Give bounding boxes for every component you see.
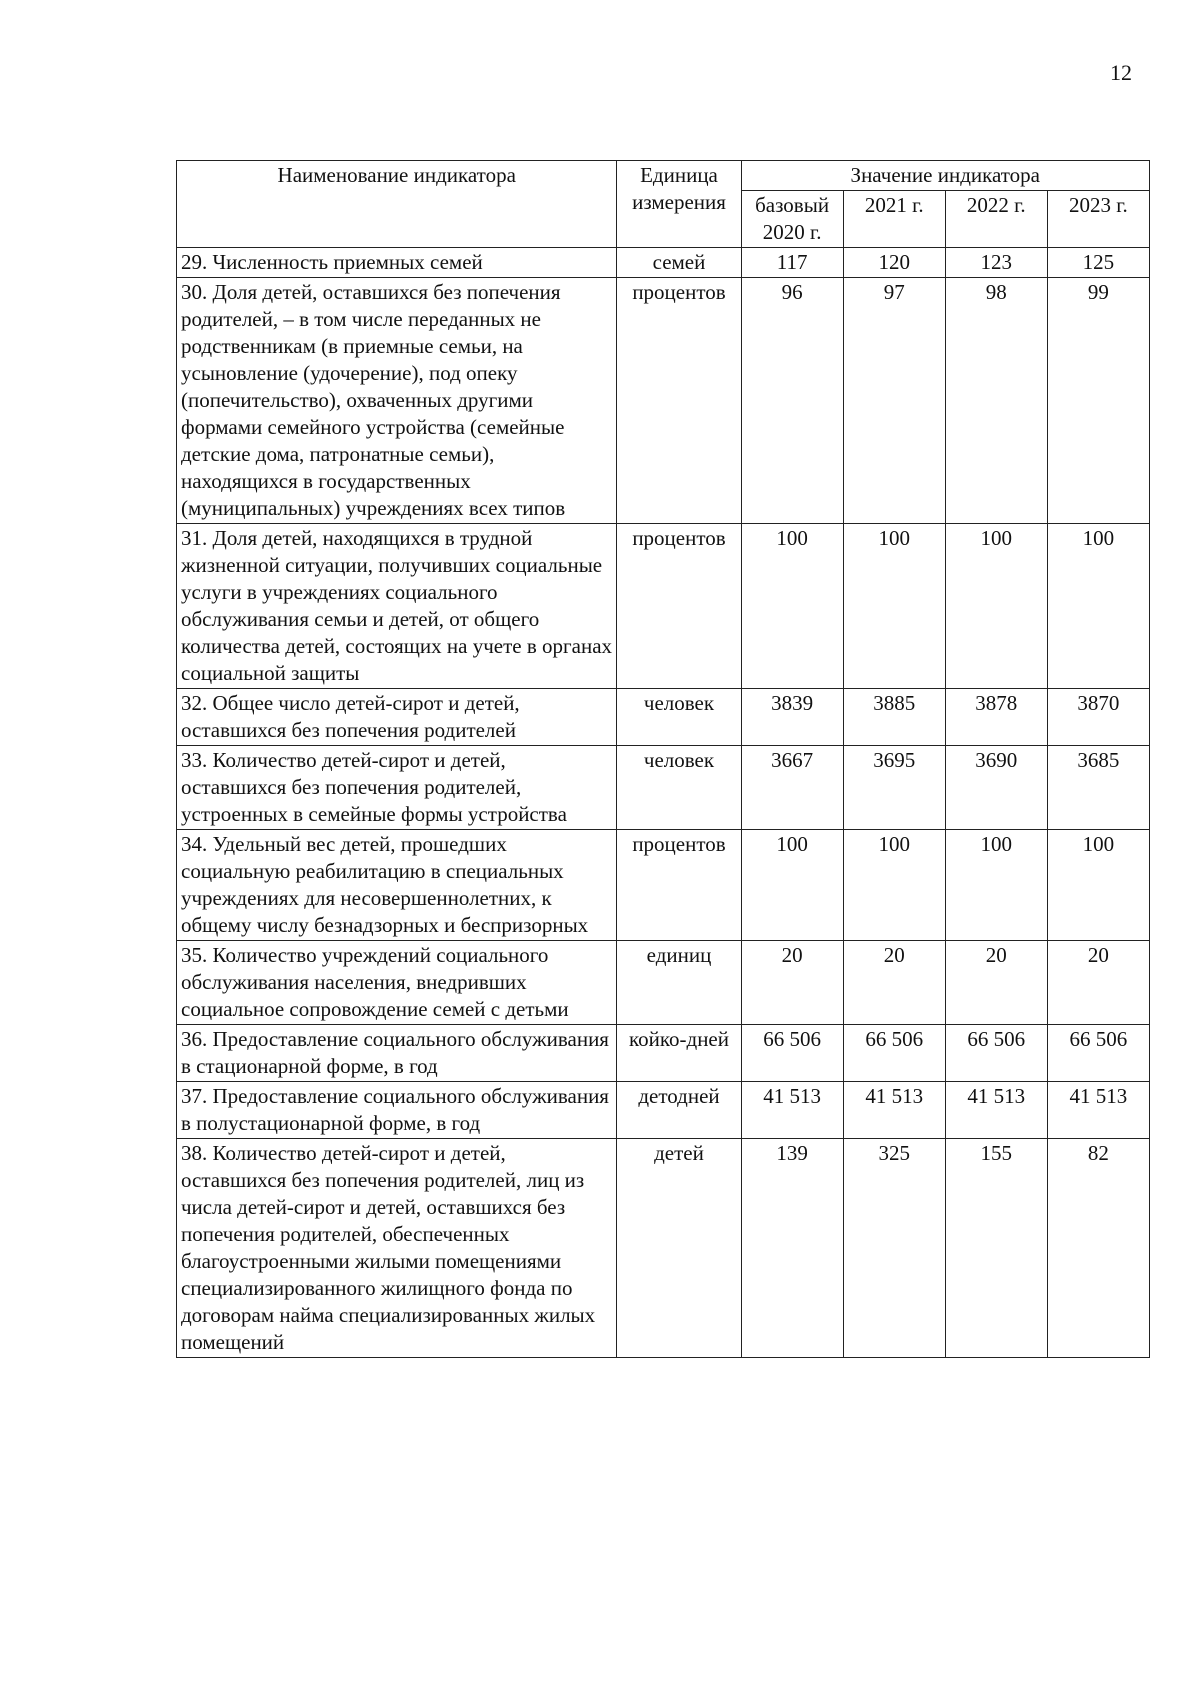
indicator-value: 100: [1047, 524, 1149, 689]
table-row: [177, 941, 1150, 1025]
indicator-value: 3667: [741, 746, 843, 830]
indicator-value: 100: [843, 524, 945, 689]
indicators-table: [176, 160, 1150, 1358]
indicator-value: 66 506: [945, 1025, 1047, 1082]
table-row: [177, 689, 1150, 746]
indicator-unit: детей: [617, 1139, 741, 1358]
indicator-value: 3870: [1047, 689, 1149, 746]
indicator-value: 123: [945, 248, 1047, 278]
indicator-name: 33. Количество детей-сирот и детей, оставшихся без попечения родителей, устроенных в семейные формы устройства: [177, 746, 617, 830]
indicator-value: 82: [1047, 1139, 1149, 1358]
indicator-value: 100: [1047, 830, 1149, 941]
indicator-value: 100: [741, 524, 843, 689]
indicator-value: 97: [843, 278, 945, 524]
table-row: [177, 248, 1150, 278]
indicator-unit: единиц: [617, 941, 741, 1025]
indicator-value: 41 513: [945, 1082, 1047, 1139]
indicator-value: 20: [843, 941, 945, 1025]
indicator-unit: процентов: [617, 278, 741, 524]
indicator-value: 139: [741, 1139, 843, 1358]
table-row: [177, 1025, 1150, 1082]
indicator-unit: процентов: [617, 830, 741, 941]
table-row: [177, 746, 1150, 830]
indicator-unit: койко-дней: [617, 1025, 741, 1082]
indicator-value: 20: [945, 941, 1047, 1025]
indicator-value: 125: [1047, 248, 1149, 278]
indicator-name: 34. Удельный вес детей, прошедших социальную реабилитацию в специальных учреждениях для несовершеннолетних, к общему числу безнадзорных и беспризорных: [177, 830, 617, 941]
indicator-value: 98: [945, 278, 1047, 524]
indicator-unit: человек: [617, 746, 741, 830]
indicator-value: 3885: [843, 689, 945, 746]
header-name: Наименование индикатора: [177, 161, 617, 248]
indicator-value: 99: [1047, 278, 1149, 524]
table-row: [177, 278, 1150, 524]
indicator-name: 31. Доля детей, находящихся в трудной жизненной ситуации, получивших социальные услуги в учреждениях социального обслуживания семьи и детей, от общего количества детей, состоящих на учете в органах социальной защиты: [177, 524, 617, 689]
indicator-value: 96: [741, 278, 843, 524]
indicator-value: 41 513: [741, 1082, 843, 1139]
indicator-value: 155: [945, 1139, 1047, 1358]
indicator-value: 66 506: [1047, 1025, 1149, 1082]
table-header-row: [177, 161, 1150, 191]
indicator-name: 35. Количество учреждений социального обслуживания населения, внедривших социальное сопровождение семей с детьми: [177, 941, 617, 1025]
header-year: 2023 г.: [1047, 191, 1149, 248]
indicator-unit: человек: [617, 689, 741, 746]
indicator-name: 32. Общее число детей-сирот и детей, оставшихся без попечения родителей: [177, 689, 617, 746]
table-row: [177, 1082, 1150, 1139]
indicator-name: 37. Предоставление социального обслуживания в полустационарной форме, в год: [177, 1082, 617, 1139]
indicator-name: 36. Предоставление социального обслуживания в стационарной форме, в год: [177, 1025, 617, 1082]
indicator-value: 3690: [945, 746, 1047, 830]
indicator-unit: детодней: [617, 1082, 741, 1139]
indicator-unit: процентов: [617, 524, 741, 689]
indicator-value: 41 513: [843, 1082, 945, 1139]
indicator-value: 3685: [1047, 746, 1149, 830]
indicator-value: 20: [741, 941, 843, 1025]
indicator-value: 3839: [741, 689, 843, 746]
indicator-name: 38. Количество детей-сирот и детей, оставшихся без попечения родителей, лиц из числа детей-сирот и детей, оставшихся без попечения родителей, обеспеченных благоустроенными жилыми помещениями специализированного жилищного фонда по договорам найма специализированных жилых помещений: [177, 1139, 617, 1358]
indicator-value: 3695: [843, 746, 945, 830]
indicator-value: 66 506: [741, 1025, 843, 1082]
indicator-value: 3878: [945, 689, 1047, 746]
table-row: [177, 1139, 1150, 1358]
indicator-unit: семей: [617, 248, 741, 278]
indicator-value: 100: [741, 830, 843, 941]
indicator-name: 30. Доля детей, оставшихся без попечения родителей, – в том числе переданных не родственникам (в приемные семьи, на усыновление (удочерение), под опеку (попечительство), охваченных другими формами семейного устройства (семейные детские дома, патронатные семьи), находящихся в государственных (муниципальных) учреждениях всех типов: [177, 278, 617, 524]
page-number: 12: [1110, 60, 1132, 85]
header-value-group: Значение индикатора: [741, 161, 1149, 191]
table-row: [177, 524, 1150, 689]
indicator-value: 117: [741, 248, 843, 278]
header-year: базовый 2020 г.: [741, 191, 843, 248]
indicator-value: 20: [1047, 941, 1149, 1025]
indicator-name: 29. Численность приемных семей: [177, 248, 617, 278]
header-unit: Единица измерения: [617, 161, 741, 248]
table-body: [177, 248, 1150, 1358]
header-year: 2021 г.: [843, 191, 945, 248]
table-row: [177, 830, 1150, 941]
indicator-value: 120: [843, 248, 945, 278]
header-year: 2022 г.: [945, 191, 1047, 248]
indicator-value: 325: [843, 1139, 945, 1358]
indicator-value: 66 506: [843, 1025, 945, 1082]
indicator-value: 100: [843, 830, 945, 941]
indicator-value: 100: [945, 830, 1047, 941]
indicator-value: 41 513: [1047, 1082, 1149, 1139]
indicator-value: 100: [945, 524, 1047, 689]
